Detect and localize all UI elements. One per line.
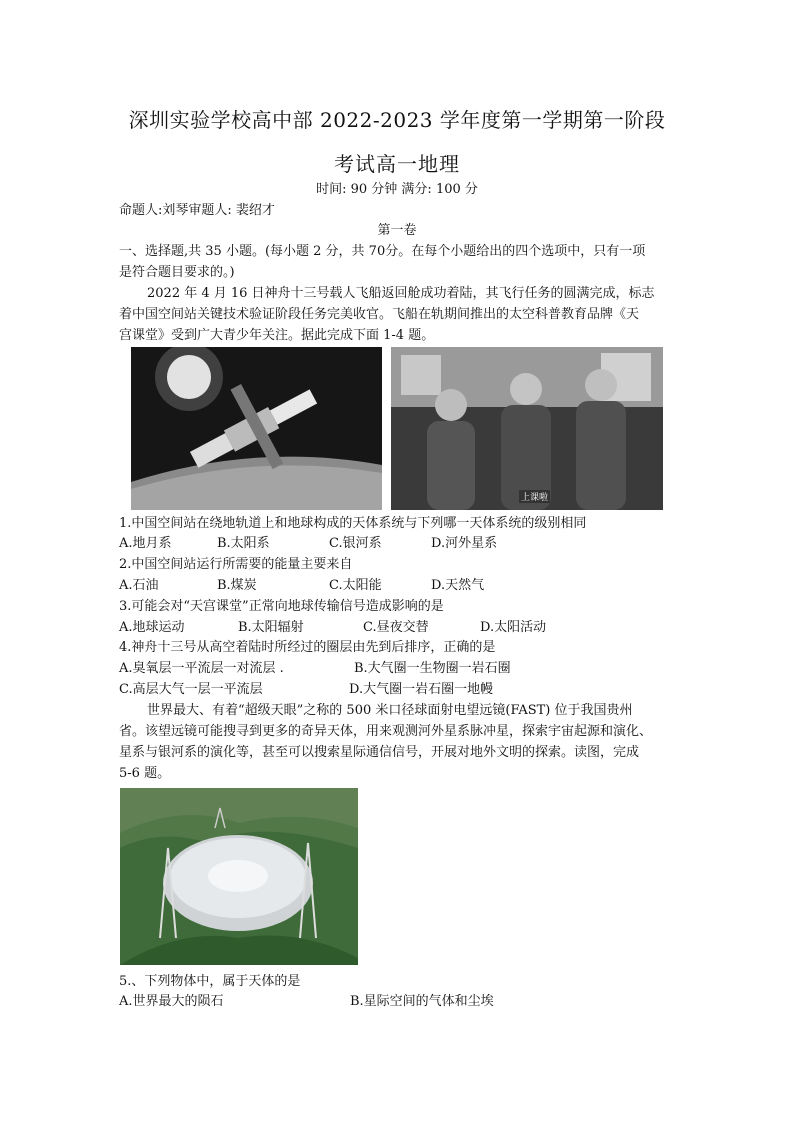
fast-telescope-photo — [120, 788, 358, 965]
passage2-line: 5-6 题。 — [119, 766, 171, 781]
question-stem: 3.可能会对“天宫课堂”正常向地球传输信号造成影响的是 — [119, 599, 444, 614]
option: A.地月系 — [119, 536, 172, 551]
option: D.太阳活动 — [480, 620, 547, 635]
photo-badge: 上课啦 — [519, 490, 550, 503]
question-stem: 2.中国空间站运行所需要的能量主要来自 — [119, 557, 353, 572]
question-stem: 4.神舟十三号从高空着陆时所经过的圈层由先到后排序，正确的是 — [119, 640, 496, 655]
option: C.高层大气一层一平流层 — [119, 682, 263, 697]
option: B.星际空间的气体和尘埃 — [350, 994, 494, 1009]
option: B.煤炭 — [217, 578, 257, 593]
option: D.河外星系 — [431, 536, 498, 551]
option: A.臭氧层一平流层一对流层 . — [119, 661, 284, 676]
passage2-line: 省。该望远镜可能搜寻到更多的奇异天体，用来观测河外星系脉冲星，探索宇宙起源和演化、 — [119, 724, 653, 739]
astronauts-photo — [391, 347, 663, 510]
option: C.昼夜交替 — [363, 620, 429, 635]
question-stem: 1.中国空间站在绕地轨道上和地球构成的天体系统与下列哪一天体系统的级别相同 — [119, 516, 587, 531]
instructions-line: 一、选择题,共 35 小题。(每小题 2 分，共 70分。在每个小题给出的四个选项中，只有一项 — [119, 244, 646, 259]
question-stem: 5.、下列物体中，属于天体的是 — [119, 974, 301, 989]
option: B.太阳系 — [217, 536, 270, 551]
option: A.世界最大的陨石 — [119, 994, 224, 1009]
instructions-line: 是符合题目要求的。) — [119, 265, 235, 280]
option: D.天然气 — [431, 578, 485, 593]
option: A.地球运动 — [119, 620, 185, 635]
section-title: 第一卷 — [377, 223, 417, 238]
passage1-line: 2022 年 4 月 16 日神舟十三号载人飞船返回舱成功着陆，其飞行任务的圆满完成，标志 — [147, 286, 655, 301]
option: B.太阳辐射 — [238, 620, 304, 635]
passage2-line: 星系与银河系的演化等，甚至可以搜索星际通信信号，开展对地外文明的探索。读图，完成 — [119, 745, 640, 760]
exam-title-line1: 深圳实验学校高中部 2022-2023 学年度第一学期第一阶段 — [128, 108, 666, 132]
passage1-line: 宫课堂》受到广大青少年关注。据此完成下面 1-4 题。 — [119, 328, 435, 343]
option: A.石油 — [119, 578, 159, 593]
passage2-line: 世界最大、有着“超级天眼”之称的 500 米口径球面射电望远镜(FAST) 位于我国贵州 — [147, 703, 633, 718]
time-info: 时间: 90 分钟 满分: 100 分 — [316, 182, 478, 197]
passage1-line: 着中国空间站关键技术验证阶段任务完美收官。飞船在轨期间推出的太空科普教育品牌《天 — [119, 307, 640, 322]
option: C.太阳能 — [329, 578, 382, 593]
option: C.银河系 — [329, 536, 382, 551]
exam-title-line2: 考试高一地理 — [334, 152, 460, 176]
authors: 命题人:刘琴审题人: 裴绍才 — [119, 203, 275, 218]
option: B.大气圈一生物圈一岩石圈 — [354, 661, 511, 676]
spacecraft-photo — [131, 347, 382, 510]
option: D.大气圈一岩石圈一地幔 — [349, 682, 494, 697]
